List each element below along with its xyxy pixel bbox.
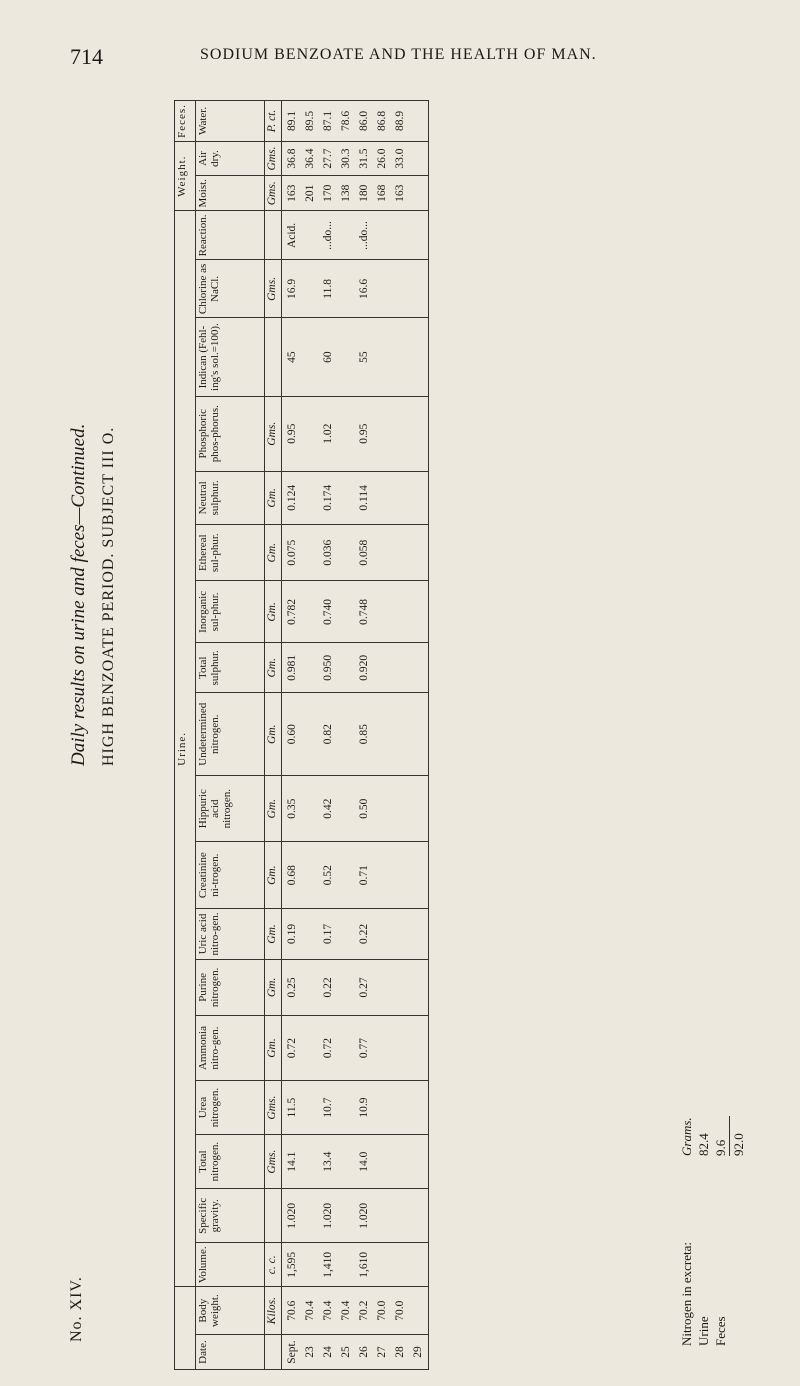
unit-cell: Gm. (265, 776, 282, 842)
table-cell: 11.5 (286, 1097, 298, 1118)
results-table (174, 100, 429, 1370)
value-column (282, 1015, 429, 1080)
table-cell: 0.72 (286, 1037, 298, 1059)
table-cell: 27.7 (322, 148, 334, 169)
value-column (282, 318, 429, 396)
table-cell (373, 1084, 391, 1131)
table-cell (391, 400, 409, 468)
group-urine: Urine. (175, 211, 196, 1287)
table-cell (391, 528, 409, 578)
table-cell (373, 528, 391, 578)
table-cell: 70.4 (322, 1300, 334, 1321)
table-cell (373, 1192, 391, 1239)
urine-value: 82.4 (696, 1133, 711, 1156)
table-cell: 89.5 (304, 110, 316, 132)
table-cell: 27 (376, 1346, 388, 1358)
table-cell: 0.95 (358, 423, 370, 444)
unit-cell: Gm. (265, 842, 282, 909)
table-cell: 0.174 (322, 484, 334, 511)
value-column (282, 1081, 429, 1135)
column-header: Moist. (196, 176, 265, 211)
table-cell (391, 1192, 409, 1239)
table-cell: 14.0 (358, 1151, 370, 1172)
column-header: Air dry. (196, 141, 265, 175)
unit-cell: Gm. (265, 693, 282, 776)
table-cell: 29 (412, 1346, 424, 1358)
table-cell (337, 528, 355, 578)
value-column (282, 842, 429, 909)
value-column (282, 101, 429, 142)
column-header: Total sulphur. (196, 643, 265, 693)
table-cell: ...do... (358, 221, 370, 250)
table-cell (301, 696, 319, 772)
table-cell: 0.981 (286, 654, 298, 681)
column-header: Phosphoric phos-phorus. (196, 396, 265, 471)
table-cell: 0.50 (358, 798, 370, 819)
table-cell (373, 584, 391, 639)
table-cell (373, 1019, 391, 1077)
table-cell: 78.6 (340, 110, 352, 132)
table-cell (301, 779, 319, 838)
table-cell (391, 1246, 409, 1283)
table-cell (301, 963, 319, 1012)
table-cell: 13.4 (322, 1151, 334, 1172)
table-cell (391, 963, 409, 1012)
column-header: Total nitrogen. (196, 1135, 265, 1189)
table-cell (337, 400, 355, 468)
table-cell: 70.6 (286, 1300, 298, 1321)
table-cell: 0.35 (286, 798, 298, 819)
table-cell (337, 646, 355, 689)
unit-cell: Gm. (265, 643, 282, 693)
table-cell: 0.740 (322, 598, 334, 625)
table-cell: ...do... (322, 221, 334, 250)
table-cell: 0.60 (286, 724, 298, 745)
column-header: Water. (196, 101, 265, 142)
column-header: Urea nitrogen. (196, 1081, 265, 1135)
table-cell: 87.1 (322, 110, 334, 132)
table-cell (391, 1084, 409, 1131)
unit-cell: Gms. (265, 1081, 282, 1135)
table-cell (337, 912, 355, 956)
table-cell: 0.95 (286, 423, 298, 444)
table-cell (337, 1138, 355, 1185)
unit-cell: Gm. (265, 909, 282, 960)
unit-cell: P. ct. (265, 101, 282, 142)
column-header: Inorganic sul-phur. (196, 581, 265, 643)
table-cell: 138 (340, 184, 352, 202)
nitrogen-summary (678, 1116, 747, 1346)
table-cell: 0.036 (322, 539, 334, 566)
value-column (282, 1189, 429, 1243)
column-header: Specific gravity. (196, 1189, 265, 1243)
table-cell (337, 696, 355, 772)
table-cell: 86.8 (376, 110, 388, 132)
nitrogen-total: 92.0 (729, 1116, 747, 1156)
table-cell (301, 475, 319, 521)
table-cell (301, 1138, 319, 1185)
table-cell: 31.5 (358, 148, 370, 169)
table-cell: 89.1 (286, 110, 298, 132)
rotated-content (60, 100, 800, 1386)
value-column (282, 581, 429, 643)
table-cell: 1.020 (358, 1202, 370, 1229)
table-cell: 0.124 (286, 484, 298, 511)
page-number: 714 (70, 44, 103, 69)
column-header: Creatinine ni-trogen. (196, 842, 265, 909)
column-header: Ethereal sul-phur. (196, 524, 265, 581)
table-cell (301, 528, 319, 578)
unit-cell: c. c. (265, 1243, 282, 1287)
table-cell: 0.950 (322, 654, 334, 681)
running-title: SODIUM BENZOATE AND THE HEALTH OF MAN. (200, 46, 597, 63)
table-cell: 70.0 (376, 1300, 388, 1321)
table-cell (301, 321, 319, 392)
table-cell: 1.020 (286, 1202, 298, 1229)
table-cell: 30.3 (340, 148, 352, 169)
table-cell (373, 912, 391, 956)
table-cell (391, 912, 409, 956)
table-cell (301, 845, 319, 905)
table-cell: 0.68 (286, 865, 298, 886)
table-cell (301, 1246, 319, 1283)
unit-cell: Gms. (265, 1135, 282, 1189)
column-header: Date. (196, 1335, 265, 1370)
table-cell: 0.075 (286, 539, 298, 566)
table-cell (391, 215, 409, 257)
group-feces: Feces. (175, 101, 196, 142)
table-cell: 11.8 (322, 279, 334, 299)
table-cell: 36.4 (304, 148, 316, 169)
table-cell (337, 475, 355, 521)
table-cell: 88.9 (394, 110, 406, 132)
value-column (282, 211, 429, 260)
table-cell: 36.8 (286, 148, 298, 169)
table-cell: 0.114 (358, 485, 370, 511)
unit-cell (265, 1189, 282, 1243)
table-cell (301, 215, 319, 257)
table-cell: 45 (286, 351, 298, 363)
table-cell: 86.0 (358, 110, 370, 132)
table-cell: 10.7 (322, 1097, 334, 1118)
table-cell: 70.0 (394, 1300, 406, 1321)
table-cell: 70.2 (358, 1300, 370, 1321)
table-cell (373, 400, 391, 468)
table-cell (391, 475, 409, 521)
table-cell: Sept. 23 (286, 1340, 316, 1364)
table-cell (391, 584, 409, 639)
value-column (282, 1243, 429, 1287)
table-cell: 26.0 (376, 148, 388, 169)
feces-value: 9.6 (713, 1139, 728, 1156)
table-cell (373, 779, 391, 838)
table-cell (337, 263, 355, 314)
table-cell (301, 912, 319, 956)
table-cell: 25 (340, 1346, 352, 1358)
table-cell (373, 321, 391, 392)
feces-label: Feces (713, 1316, 728, 1346)
table-cell: 0.058 (358, 539, 370, 566)
group-weight: Weight. (175, 141, 196, 211)
value-column (282, 396, 429, 471)
table-cell (337, 584, 355, 639)
units-row (265, 101, 282, 1370)
value-column (282, 1335, 429, 1370)
unit-cell: Gm. (265, 1015, 282, 1080)
unit-cell: Gms. (265, 396, 282, 471)
value-column (282, 141, 429, 175)
table-cell (391, 263, 409, 314)
table-cell (391, 779, 409, 838)
table-cell: 0.72 (322, 1037, 334, 1059)
table-cell: 0.42 (322, 798, 334, 819)
column-header: Uric acid nitro-gen. (196, 909, 265, 960)
table-cell (337, 963, 355, 1012)
nitrogen-heading: Nitrogen in excreta: (679, 1242, 694, 1346)
table-cell: 201 (304, 184, 316, 202)
table-cell (391, 646, 409, 689)
column-header: Neutral sulphur. (196, 471, 265, 524)
table-cell (373, 1246, 391, 1283)
table-cell: 163 (286, 184, 298, 202)
table-cell (373, 263, 391, 314)
table-cell (337, 845, 355, 905)
column-header: Purine nitrogen. (196, 959, 265, 1015)
table-cell: 1,410 (322, 1251, 334, 1278)
unit-cell: Gm. (265, 959, 282, 1015)
table-cell (391, 321, 409, 392)
value-column (282, 776, 429, 842)
table-cell: 0.19 (286, 923, 298, 945)
table-cell (337, 215, 355, 257)
value-column (282, 260, 429, 318)
table-cell (373, 845, 391, 905)
table-cell: 0.22 (322, 977, 334, 998)
table-cell (337, 1246, 355, 1283)
table-cell (391, 696, 409, 772)
table-cell: 0.77 (358, 1037, 370, 1059)
table-cell: 1,595 (286, 1251, 298, 1278)
table-cell: 0.25 (286, 977, 298, 998)
table-title: Daily results on urine and feces—Continued. (68, 423, 89, 766)
value-column (282, 1135, 429, 1189)
column-header: Reaction. (196, 211, 265, 260)
table-cell (301, 1019, 319, 1077)
table-cell: 16.6 (358, 278, 370, 299)
table-cell: 10.9 (358, 1097, 370, 1118)
table-cell (391, 1138, 409, 1185)
table-cell: 0.22 (358, 923, 370, 945)
table-cell: 28 (394, 1346, 406, 1358)
table-cell: 0.85 (358, 724, 370, 745)
table-cell: 16.9 (286, 278, 298, 299)
table-cell (391, 845, 409, 905)
unit-cell: Gm. (265, 524, 282, 581)
table-cell (373, 1138, 391, 1185)
table-cell: 26 (358, 1346, 370, 1358)
table-cell: 170 (322, 184, 334, 202)
unit-cell: Gm. (265, 581, 282, 643)
table-cell (337, 1192, 355, 1239)
column-header: Body weight. (196, 1287, 265, 1335)
table-subtitle: HIGH BENZOATE PERIOD. SUBJECT III O. (100, 426, 117, 766)
table-cell: 0.27 (358, 977, 370, 998)
table-cell (373, 475, 391, 521)
series-label: No. XIV. (68, 1276, 85, 1342)
table-cell: 168 (376, 184, 388, 202)
group-row (175, 101, 196, 1370)
value-column (282, 1287, 429, 1335)
table-cell: 0.782 (286, 598, 298, 625)
value-column (282, 693, 429, 776)
table-cell (301, 400, 319, 468)
table-cell: 14.1 (286, 1151, 298, 1172)
table-cell: 0.52 (322, 865, 334, 886)
table-cell: 0.17 (322, 923, 334, 945)
value-column (282, 643, 429, 693)
table-cell: 1.020 (322, 1202, 334, 1229)
table-cell (301, 263, 319, 314)
table-cell: 33.0 (394, 148, 406, 169)
table-cell: 0.82 (322, 724, 334, 745)
table-cell (337, 779, 355, 838)
table-cell: 0.920 (358, 654, 370, 681)
table-cell: 60 (322, 351, 334, 363)
table-cell: 24 (322, 1346, 334, 1358)
table-cell: 1.02 (322, 423, 334, 444)
table-cell (337, 1019, 355, 1077)
column-header: Undetermined nitrogen. (196, 693, 265, 776)
table-cell (301, 584, 319, 639)
unit-cell: Gms. (265, 141, 282, 175)
unit-cell (265, 211, 282, 260)
values-row (282, 101, 429, 1370)
unit-cell: Gms. (265, 176, 282, 211)
header-row (196, 101, 265, 1370)
value-column (282, 176, 429, 211)
table-cell (373, 646, 391, 689)
unit-cell: Kilos. (265, 1287, 282, 1335)
value-column (282, 959, 429, 1015)
column-header: Chlorine as NaCl. (196, 260, 265, 318)
table-cell (301, 1084, 319, 1131)
column-header: Volume. (196, 1243, 265, 1287)
table-cell: 0.71 (358, 865, 370, 886)
table-cell: 1,610 (358, 1251, 370, 1278)
page-header (0, 0, 800, 100)
table-cell: Acid. (286, 222, 298, 249)
value-column (282, 909, 429, 960)
unit-cell (265, 318, 282, 396)
value-column (282, 471, 429, 524)
table-cell: 180 (358, 184, 370, 202)
table-cell: 163 (394, 184, 406, 202)
table-cell (337, 1084, 355, 1131)
unit-cell: Gms. (265, 260, 282, 318)
grams-header: Grams. (679, 1117, 694, 1156)
table-cell (373, 215, 391, 257)
table-cell (301, 646, 319, 689)
table-cell: 70.4 (340, 1300, 352, 1321)
unit-cell (265, 1335, 282, 1370)
table-cell (373, 696, 391, 772)
table-cell: 55 (358, 351, 370, 363)
column-header: Ammonia nitro-gen. (196, 1015, 265, 1080)
urine-label: Urine (696, 1316, 711, 1346)
table-cell: 0.748 (358, 598, 370, 625)
unit-cell: Gm. (265, 471, 282, 524)
table-cell (337, 321, 355, 392)
table-cell (391, 1019, 409, 1077)
value-column (282, 524, 429, 581)
table-cell (373, 963, 391, 1012)
column-header: Indican (Fehl-ing's sol.=100). (196, 318, 265, 396)
table-cell (301, 1192, 319, 1239)
table-cell: 70.4 (304, 1300, 316, 1321)
column-header: Hippuric acid nitrogen. (196, 776, 265, 842)
